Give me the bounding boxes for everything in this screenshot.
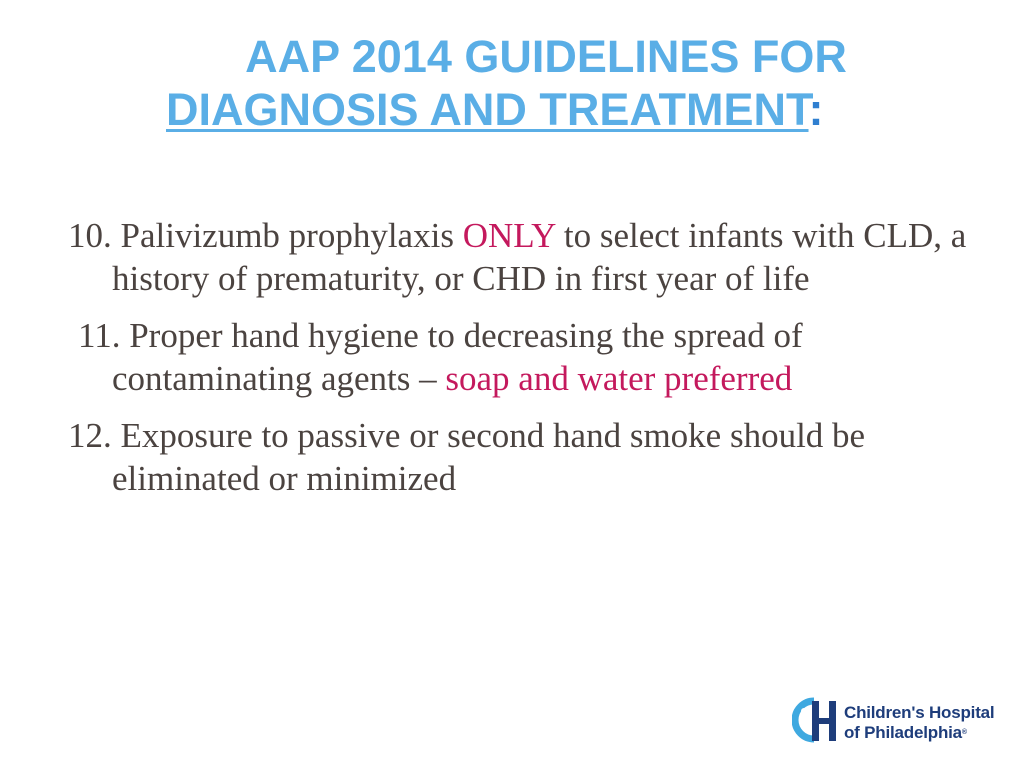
item-text: Proper hand hygiene to decreasing the spread of contaminating agents – (112, 316, 803, 398)
slide-title (166, 30, 926, 136)
item-text: Exposure to passive or second hand smoke should be eliminated or minimized (112, 416, 866, 498)
item-text: Palivizumb prophylaxis (120, 216, 454, 255)
item-highlight: ONLY (462, 216, 556, 255)
guideline-item-12 (68, 414, 968, 500)
registered-mark: ® (961, 729, 967, 736)
guideline-item-10 (68, 214, 968, 300)
logo-line-2 (844, 723, 994, 743)
item-number: 10. (68, 216, 112, 255)
item-number: 12. (68, 416, 112, 455)
item-number: 11. (78, 316, 121, 355)
item-text-cont: to select infants with CLD, a history of prematurity, or CHD in first year of life (112, 216, 967, 298)
logo-wordmark (844, 703, 994, 743)
title-colon: : (808, 84, 824, 135)
guideline-item-11 (68, 314, 968, 400)
logo-line-1: Children's Hospital (844, 703, 995, 722)
item-highlight: soap and water preferred (445, 359, 793, 398)
chop-logo-icon (792, 695, 842, 747)
title-line-2-text: DIAGNOSIS AND TREATMENT (166, 84, 809, 135)
logo-line-2-text: of Philadelphia (844, 723, 962, 742)
title-line-2 (166, 83, 926, 136)
chop-logo (792, 695, 995, 747)
guideline-list (68, 214, 968, 514)
title-line-1: AAP 2014 GUIDELINES FOR (245, 31, 847, 82)
